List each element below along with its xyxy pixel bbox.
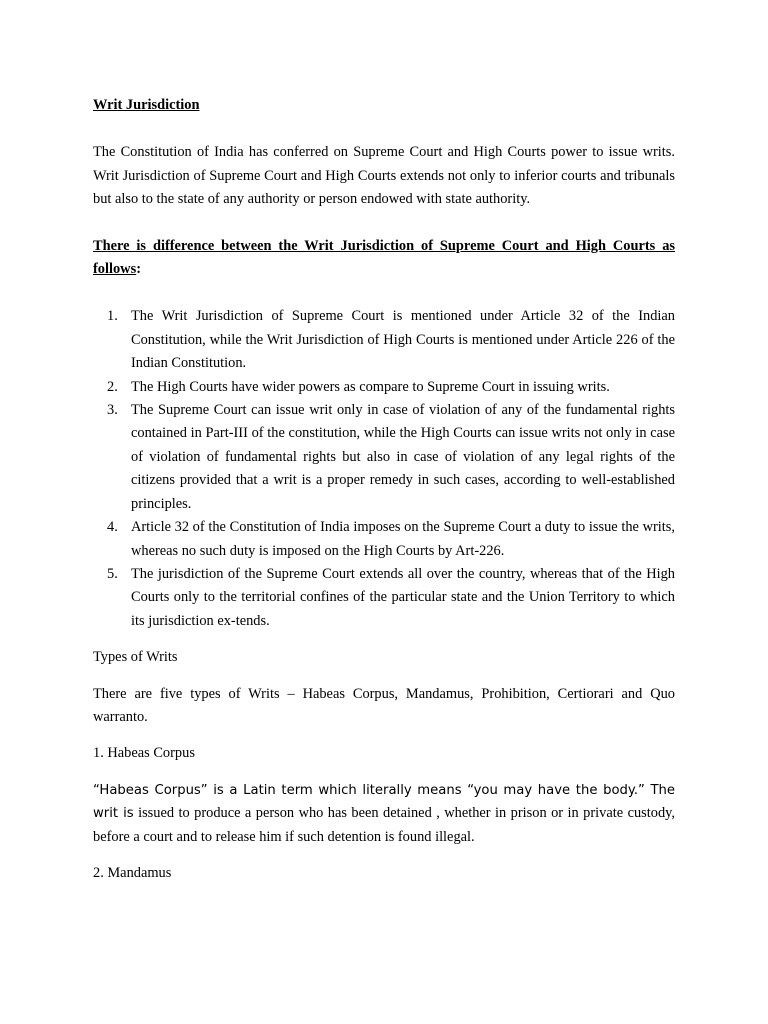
list-item xyxy=(93,563,675,633)
document-title: Writ Jurisdiction xyxy=(93,97,200,113)
intro-paragraph: The Constitution of India has conferred on Supreme Court and High Courts power to issue writs. Writ Jurisdiction of Supreme Court and High Courts extends not only to inferior courts and tribunals but also to the state of any authority or person endowed with state authority. xyxy=(93,144,675,208)
list-item-number: 1. xyxy=(107,308,118,325)
list-item-text: The Supreme Court can issue writ only in case of violation of any of the fundamental rights contained in Part-III of the constitution, while the High Courts can issue writs not only in case of violation of fundamental rights but also in case of violation of any legal rights of the citizens provided that a writ is a proper remedy in such cases, according to well-established principles. xyxy=(131,402,675,512)
mandamus-heading: 2. Mandamus xyxy=(93,864,172,881)
habeas-corpus-text-first: “Habeas Corpus” is a Latin term which literally means “you may have the body.” The writ is xyxy=(93,782,675,822)
list-item-text: The jurisdiction of the Supreme Court extends all over the country, whereas that of the High Courts only to the territorial confines of the particular state and the Union Territory to which its jurisdiction ex-tends. xyxy=(131,565,675,629)
document-body xyxy=(93,94,675,885)
list-item xyxy=(93,305,675,375)
list-item-text: The High Courts have wider powers as compare to Supreme Court in issuing writs. xyxy=(131,378,610,395)
list-item xyxy=(93,376,675,399)
difference-heading xyxy=(93,235,675,282)
differences-list xyxy=(93,305,675,633)
difference-heading-text: There is difference between the Writ Jurisdiction of Supreme Court and High Courts as follows xyxy=(93,237,675,278)
difference-heading-colon: : xyxy=(136,261,141,278)
habeas-corpus-text-rest: issued to produce a person who has been detained , whether in prison or in private custody, before a court and to release him if such detention is found illegal. xyxy=(93,805,675,845)
list-item-number: 5. xyxy=(107,565,118,582)
list-item-text: Article 32 of the Constitution of India imposes on the Supreme Court a duty to issue the writs, whereas no such duty is imposed on the High Courts by Art-226. xyxy=(131,519,675,559)
list-item-number: 3. xyxy=(107,402,118,419)
list-item xyxy=(93,399,675,516)
list-item-text: The Writ Jurisdiction of Supreme Court is mentioned under Article 32 of the Indian Constitution, while the Writ Jurisdiction of High Courts is mentioned under Article 226 of the Indian Constitution. xyxy=(131,308,675,372)
types-paragraph: There are five types of Writs – Habeas Corpus, Mandamus, Prohibition, Certiorari and Quo warranto. xyxy=(93,685,675,725)
list-item-number: 4. xyxy=(107,519,118,536)
list-item xyxy=(93,516,675,563)
list-item-number: 2. xyxy=(107,378,118,395)
habeas-corpus-heading: 1. Habeas Corpus xyxy=(93,745,195,762)
habeas-corpus-paragraph xyxy=(93,779,675,849)
differences-list-wrapper xyxy=(93,305,675,633)
types-heading: Types of Writs xyxy=(93,649,178,666)
